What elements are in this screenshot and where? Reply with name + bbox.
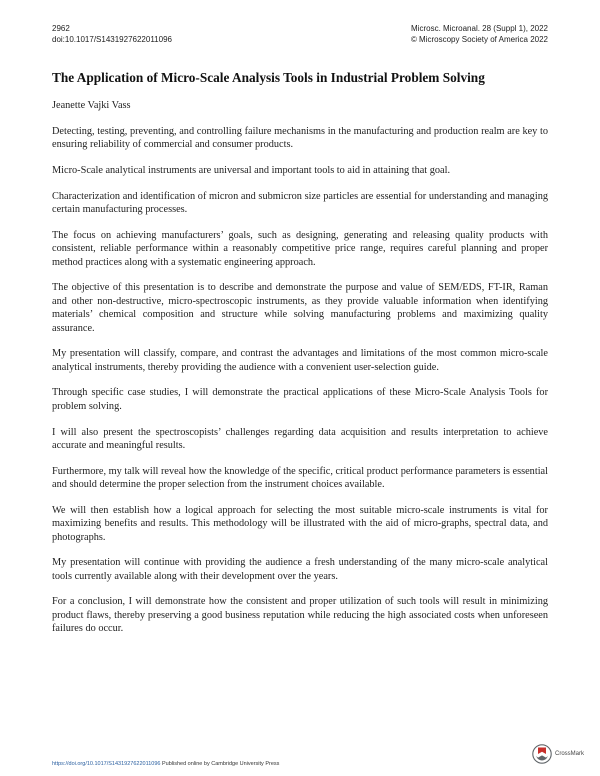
journal-citation: Microsc. Microanal. 28 (Suppl 1), 2022	[411, 24, 548, 33]
doi-text: doi:10.1017/S1431927622011096	[52, 34, 172, 44]
article-title: The Application of Micro-Scale Analysis Tools in Industrial Problem Solving	[52, 70, 485, 85]
footer	[52, 761, 279, 767]
paragraph: We will then establish how a logical approach for selecting the most suitable micro-scale instruments is vital for maximizing benefits and results. This methodology will be illustrated with the aid of micro-graphs, spectral data, and photographs.	[52, 504, 548, 543]
header-left	[52, 24, 172, 45]
paragraph: Detecting, testing, preventing, and controlling failure mechanisms in the manufacturing and production realm are key to ensuring reliability of commercial and consumer products.	[52, 126, 548, 151]
paragraph: My presentation will continue with providing the audience a fresh understanding of the many micro-scale analytical tools currently available along with their development over the years.	[52, 557, 548, 582]
paragraph: Characterization and identification of micron and submicron size particles are essential for understanding and managing certain manufacturing processes.	[52, 190, 548, 216]
paragraph: My presentation will classify, compare, and contrast the advantages and limitations of the most common micro-scale analytical instruments, thereby providing the audience with a convenient user-selection guide.	[52, 348, 548, 373]
crossmark-badge[interactable]	[532, 744, 584, 764]
paragraph: The focus on achieving manufacturers’ goals, such as designing, generating and releasing quality products with consistent, reliable performance within a reasonably competitive price range, requires careful planning and proper method practices along with a systematic engineering approach.	[52, 229, 548, 268]
crossmark-icon	[532, 744, 552, 764]
article-body	[52, 125, 548, 648]
doi-link[interactable]: https://doi.org/10.1017/S1431927622011096	[52, 761, 161, 767]
paragraph: The objective of this presentation is to describe and demonstrate the purpose and value of SEM/EDS, FT-IR, Raman and other non-destructive, micro-spectroscopic instruments, as they provide valuable information when identifying materials’ chemical composition and structure while solving manufacturing problems and maximizing quality assurance.	[52, 282, 548, 334]
author-name: Jeanette Vajki Vass	[52, 100, 131, 111]
page-number: 2962	[52, 24, 70, 33]
published-note: Published online by Cambridge University Press	[160, 761, 280, 767]
paragraph: For a conclusion, I will demonstrate how the consistent and proper utilization of such tools will result in minimizing product flaws, thereby preserving a good business reputation while reducing the high associated costs when unforeseen failures do occur.	[52, 596, 548, 635]
paragraph: Furthermore, my talk will reveal how the knowledge of the specific, critical product performance parameters is essential and should determine the proper selection from the instrument choices available.	[52, 465, 548, 491]
copyright-notice: © Microscopy Society of America 2022	[410, 34, 548, 44]
crossmark-label: CrossMark	[555, 751, 585, 757]
paragraph: I will also present the spectroscopists’ challenges regarding data acquisition and results interpretation to achieve accurate and meaningful results.	[52, 426, 548, 451]
paragraph: Micro-Scale analytical instruments are universal and important tools to aid in attaining that goal.	[52, 165, 451, 177]
header-right	[411, 24, 548, 45]
paragraph: Through specific case studies, I will demonstrate the practical applications of these Micro-Scale Analysis Tools for problem solving.	[52, 387, 548, 412]
